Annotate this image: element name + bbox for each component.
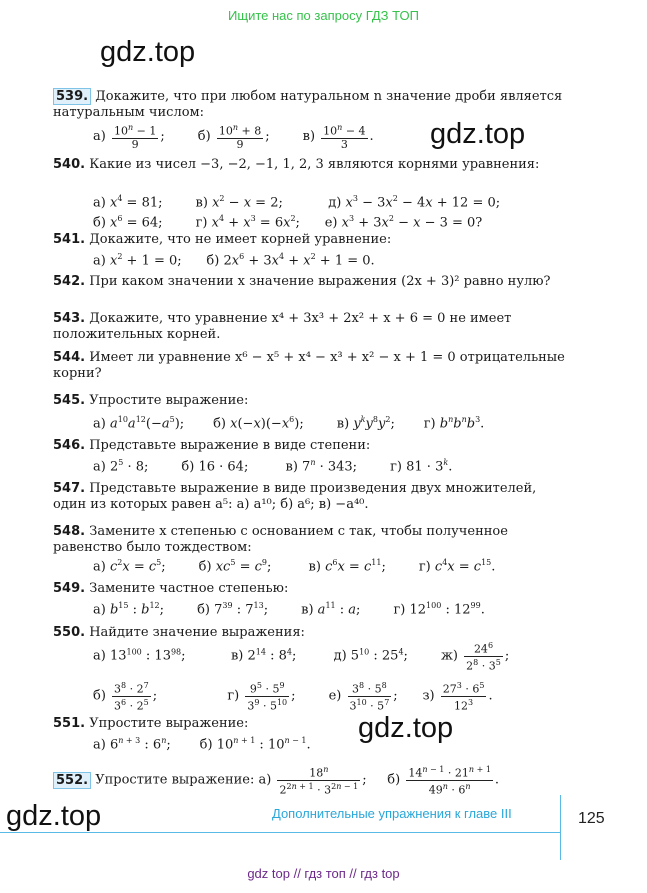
problem-text: При каком значении x значение выражения (2x + 3)² равно нулю? — [89, 274, 551, 289]
problem-number: 546. — [53, 438, 86, 453]
problem-number: 542. — [53, 274, 86, 289]
problem-text: Представьте выражение в виде произведения двух множителей, один из которых равен a⁵: а) a¹⁰; б) a⁶; в) −a⁴⁰. — [53, 481, 537, 512]
problem-text: Упростите выражение: — [89, 393, 249, 408]
problem-number: 548. — [53, 524, 86, 539]
problem-549 — [53, 581, 573, 597]
problem-549-options: а) $b^{15}$ : $b^{12}$; б) $7^{39}$ : $7^{13}$; в) $a^{11}$ : a; г) $12^{100}$ : $12^{99}$. — [93, 601, 485, 618]
problem-540 — [53, 157, 573, 173]
problem-number: 547. — [53, 481, 86, 496]
watermark: gdz.top — [100, 36, 196, 68]
problem-text: Имеет ли уравнение x⁶ − x⁵ + x⁴ − x³ + x² − x + 1 = 0 отрицательные корни? — [53, 350, 565, 381]
problem-number: 540. — [53, 157, 86, 172]
problem-text: Замените частное степенью: — [89, 581, 289, 596]
problem-544 — [53, 350, 573, 382]
problem-number: 549. — [53, 581, 86, 596]
problem-text: Докажите, что не имеет корней уравнение: — [89, 232, 392, 247]
footer-divider — [0, 832, 560, 833]
problem-text: Упростите выражение: — [95, 772, 255, 788]
problem-text: Представьте выражение в виде степени: — [89, 438, 371, 453]
problem-541-options: а) $x^2 + 1 = 0$; б) $2x^6 + 3x^4 + x^2 + 1 = 0$. — [93, 252, 375, 269]
problem-545 — [53, 393, 573, 409]
page-number: 125 — [578, 810, 605, 827]
problem-text: Докажите, что уравнение x⁴ + 3x³ + 2x² + x + 6 = 0 не имеет положительных корней. — [53, 311, 512, 342]
top-banner[interactable]: Ищите нас по запросу ГДЗ ТОП — [228, 8, 419, 23]
problem-552: 552. Упростите выражение: а) $\frac{18^n}{2^{2n + 1} \cdot 3^{2n - 1}}$ ; б) $\frac{14^{n - 1} \cdot 21^{n + 1}}{49^n \cdot 6^n}$ . — [53, 764, 613, 796]
footer-vertical-divider — [560, 795, 561, 860]
problem-number: 551. — [53, 716, 86, 731]
problem-546 — [53, 438, 573, 454]
problem-number: 544. — [53, 350, 86, 365]
problem-546-options: а) $2^5 \cdot 8$; б) 16 · 64; в) $7^n \cdot 343$; г) $81 \cdot 3^k$. — [93, 458, 453, 475]
problem-540-options: а) $x^4 = 81$; в) $x^2 - x = 2$; д) $x^3 - 3x^2 - 4x + 12 = 0$; б) $x^6 = 64$; г) $x^4 + x^3 = 6x^2$; е) $x^3 + 3x^2 - x - 3 = 0$? — [93, 194, 501, 231]
problem-542 — [53, 274, 573, 290]
problem-number: 550. — [53, 625, 86, 640]
problem-551 — [53, 716, 573, 732]
problem-text: Замените x степенью с основанием c так, чтобы полученное равенство было тождеством: — [53, 524, 508, 555]
problem-545-options: а) $a^{10}a^{12}(-a^5)$; б) $x(-x)(-x^6)$; в) $y^ky^8y^2$; г) $b^nb^nb^3$. — [93, 415, 485, 432]
problem-550-options-row2: б) $\frac{3^8 \cdot 2^7}{3^6 \cdot 2^5}$ ; г) $\frac{9^5 \cdot 5^9}{3^9 \cdot 5^{10}}$ ; е) $\frac{3^8 \cdot 5^8}{3^{10} \cdot 5^7}$ ; з) $\frac{27^3 \cdot 6^5}{12^3}$ . — [93, 681, 493, 713]
bottom-links[interactable]: gdz top // гдз топ // гдз top — [247, 866, 400, 881]
problem-547 — [53, 481, 573, 513]
problem-541 — [53, 232, 573, 248]
problem-number: 545. — [53, 393, 86, 408]
problem-543 — [53, 311, 573, 343]
problem-text: Упростите выражение: — [89, 716, 249, 731]
problem-number: 541. — [53, 232, 86, 247]
problem-number: 543. — [53, 311, 86, 326]
problem-number: 539. — [53, 88, 91, 105]
watermark: gdz.top — [358, 712, 454, 744]
problem-text: Докажите, что при любом натуральном n значение дроби является натуральным числом: — [53, 89, 563, 120]
problem-539-options: а) $\frac{10^n - 1}{9}$ ; б) $\frac{10^n + 8}{9}$ ; в) $\frac{10^n - 4}{3}$ . — [93, 123, 374, 151]
problem-539 — [53, 88, 573, 121]
problem-text: Найдите значение выражения: — [89, 625, 305, 640]
problem-551-options: а) $6^{n + 3}$ : 6$^n$; б) $10^{n + 1}$ : $10^{n - 1}$. — [93, 736, 311, 753]
problem-550 — [53, 625, 573, 641]
problem-number: 552. — [53, 772, 91, 789]
chapter-title: Дополнительные упражнения к главе III — [272, 806, 512, 821]
problem-text: Какие из чисел −3, −2, −1, 1, 2, 3 являются корнями уравнения: — [89, 157, 540, 172]
problem-548 — [53, 524, 573, 556]
watermark: gdz.top — [430, 118, 526, 150]
problem-550-options-row1: а) $13^{100}$ : $13^{98}$; в) $2^{14}$ : $8^4$; д) $5^{10}$ : $25^4$; ж) $\frac{24^6}{2^8 \cdot 3^5}$ ; — [93, 641, 510, 673]
watermark: gdz.top — [6, 800, 102, 832]
problem-548-options: а) $c^2x = c^5$; б) $xc^5 = c^9$; в) $c^6x = c^{11}$; г) $c^4x = c^{15}$. — [93, 558, 496, 575]
